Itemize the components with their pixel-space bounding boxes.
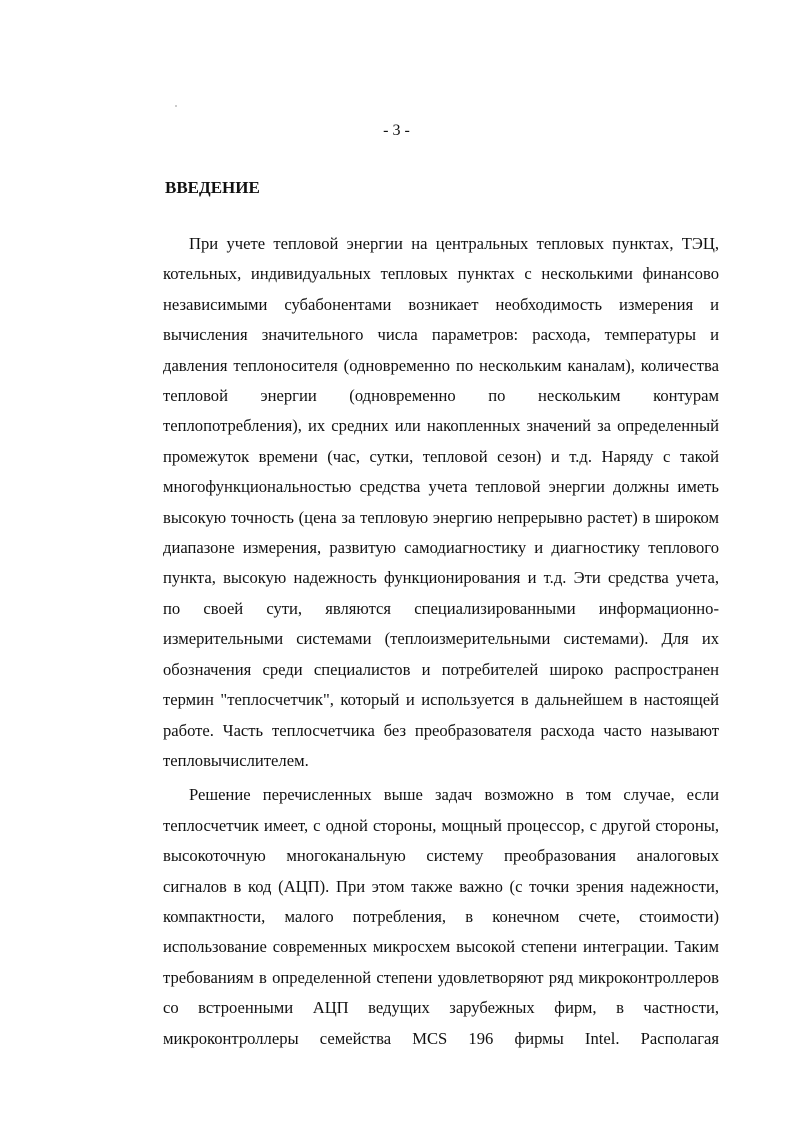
- text-line: Решение перечисленных выше задач возможно в том случае, если: [189, 785, 719, 805]
- text-line: независимыми субабонентами возникает необходимость измерения и: [163, 294, 719, 314]
- text-line: тепловой энергии (одновременно по нескольким контурам: [163, 386, 719, 406]
- text-line: диапазоне измерения, развитую самодиагностику и диагностику теплового: [163, 538, 719, 558]
- text-line: требованиям в определенной степени удовлетворяют ряд микроконтроллеров: [163, 967, 719, 987]
- text-line: по своей сути, являются специализированными информационно-: [163, 598, 719, 618]
- text-line: промежуток времени (час, сутки, тепловой сезон) и т.д. Наряду с такой: [163, 446, 719, 466]
- section-heading: ВВЕДЕНИЕ: [165, 178, 260, 197]
- text-line: со встроенными АЦП ведущих зарубежных фирм, в частности,: [163, 998, 719, 1018]
- body-text: [137, 229, 719, 1054]
- paragraph-2: [137, 780, 719, 1054]
- text-line: теплопотребления), их средних или накопленных значений за определенный: [163, 416, 719, 436]
- paragraph-1: [137, 229, 719, 776]
- text-line: вычисления значительного числа параметров: расхода, температуры и: [163, 325, 719, 345]
- text-line: сигналов в код (АЦП). При этом также важно (с точки зрения надежности,: [163, 876, 719, 896]
- text-line: котельных, индивидуальных тепловых пунктах с несколькими финансово: [163, 264, 719, 284]
- page-number: - 3 -: [383, 122, 410, 139]
- text-line: многофункциональностью средства учета тепловой энергии должны иметь: [163, 477, 719, 497]
- text-line: термин "теплосчетчик", который и используется в дальнейшем в настоящей: [163, 690, 719, 710]
- text-line: микроконтроллеры семейства MCS 196 фирмы Intel. Располагая: [163, 1028, 719, 1048]
- text-line: высокоточную многоканальную систему преобразования аналоговых: [163, 846, 719, 866]
- text-line: давления теплоносителя (одновременно по нескольким каналам), количества: [163, 355, 719, 375]
- text-line: тепловычислителем.: [163, 750, 309, 770]
- scan-speck: [175, 105, 177, 107]
- text-line: обозначения среди специалистов и потребителей широко распространен: [163, 659, 719, 679]
- text-line: работе. Часть теплосчетчика без преобразователя расхода часто называют: [163, 720, 719, 740]
- text-line: пункта, высокую надежность функционирования и т.д. Эти средства учета,: [163, 568, 719, 588]
- text-line: теплосчетчик имеет, с одной стороны, мощный процессор, с другой стороны,: [163, 815, 719, 835]
- text-line: высокую точность (цена за тепловую энергию непрерывно растет) в широком: [163, 507, 719, 527]
- text-line: использование современных микросхем высокой степени интеграции. Таким: [163, 937, 719, 957]
- text-line: компактности, малого потребления, в конечном счете, стоимости): [163, 906, 719, 926]
- text-line: измерительными системами (теплоизмерительными системами). Для их: [163, 629, 719, 649]
- text-line: При учете тепловой энергии на центральных тепловых пунктах, ТЭЦ,: [189, 234, 719, 253]
